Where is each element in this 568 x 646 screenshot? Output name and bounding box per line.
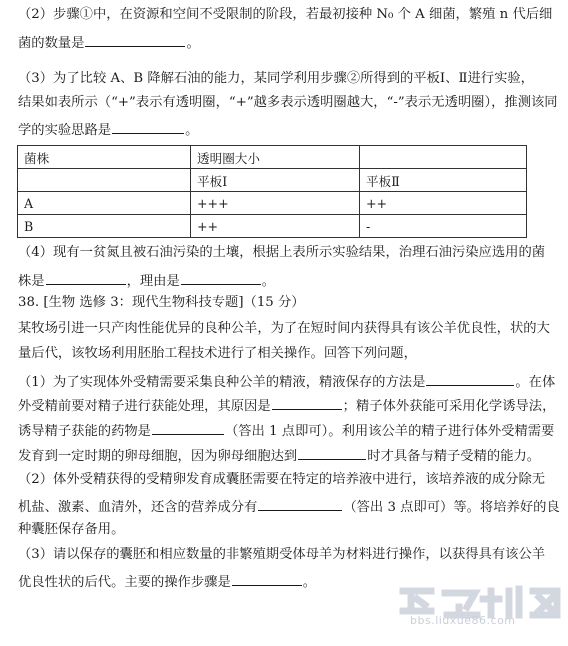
q38-2-line-2: 机盐、激素、血清外，还含的营养成分有 （答出 3 点即可）等。将培养好的良 [18,496,560,514]
q38-intro-2: 量后代，该牧场利用胚胎工程技术进行了相关操作。回答下列问题， [18,346,417,361]
q4-line-2: 株是 ，理由是 。 [18,270,275,288]
answer-blank[interactable] [46,270,126,285]
q38-3-line-2: 优良性状的后代。主要的操作步骤是 。 [18,571,316,589]
table-header-strain: 菌株 [18,146,191,169]
table-row: A +++ ++ [18,192,527,215]
q2-line-1: （2）步骤①中，在资源和空间不受限制的阶段，若最初接种 N₀ 个 A 细菌，繁殖 n 代后细 [18,7,553,22]
q38-1-line-2: 外受精前要对精子进行获能处理，其原因是 ；精子体外获能可采用化学诱导法， [18,395,555,413]
answer-blank[interactable] [426,371,514,386]
answer-blank[interactable] [298,445,366,460]
q2-line-2: 菌的数量是 。 [18,32,200,50]
table-header-plate1: 平板Ⅰ [191,169,360,192]
watermark-text: bbs.liuxue86.com [410,614,516,627]
table-header-empty [360,146,527,169]
section-title-38: 38. [生物 选修 3：现代生物科技专题]（15 分） [18,295,305,310]
answer-blank[interactable] [232,571,302,586]
answer-blank[interactable] [258,496,342,511]
q4-line-1: （4）现有一贫氮且被石油污染的土壤，根据上表所示实验结果，治理石油污染应选用的菌 [18,245,546,260]
table-header-plate2: 平板Ⅱ [360,169,527,192]
table-cell-empty [18,169,191,192]
q38-1-line-3: 诱导精子获能的药物是 （答出 1 点即可）。利用该公羊的精子进行体外受精需要 [18,420,554,438]
result-table [17,145,527,238]
answer-blank[interactable] [85,32,185,47]
q3-line-1: （3）为了比较 A、B 降解石油的能力，某同学利用步骤②所得到的平板Ⅰ、Ⅱ进行实验， [18,71,534,86]
answer-blank[interactable] [181,270,261,285]
q38-intro-1: 某牧场引进一只产肉性能优异的良种公羊，为了在短时间内获得具有该公羊优良性，状的大 [18,321,550,336]
q38-3-line-1: （3）请以保存的囊胚和相应数量的非繁殖期受体母羊为材料进行操作，以获得具有该公羊 [18,547,546,562]
answer-blank[interactable] [272,395,342,410]
q38-2-line-3: 种囊胚保存备用。 [18,522,125,537]
answer-blank[interactable] [152,420,224,435]
q38-1-line-4: 发育到一定时期的卵母细胞，因为卵母细胞达到 时才具备与精子受精的能力。 [18,445,540,463]
q38-1-line-1: （1）为了实现体外受精需要采集良种公羊的精液，精液保存的方法是 。在体 [18,371,555,389]
q3-line-3: 学的实验思路是 。 [18,119,198,137]
q38-2-line-1: （2）体外受精获得的受精卵发育成囊胚需要在特定的培养液中进行，该培养液的成分除无 [18,472,546,487]
table-row: B ++ - [18,215,527,238]
q3-line-2: 结果如表所示（“+”表示有透明圈，“+”越多表示透明圈越大，“-”表示无透明圈），推测该同 [18,95,558,110]
answer-blank[interactable] [112,119,184,134]
table-header-halo: 透明圈大小 [191,146,360,169]
